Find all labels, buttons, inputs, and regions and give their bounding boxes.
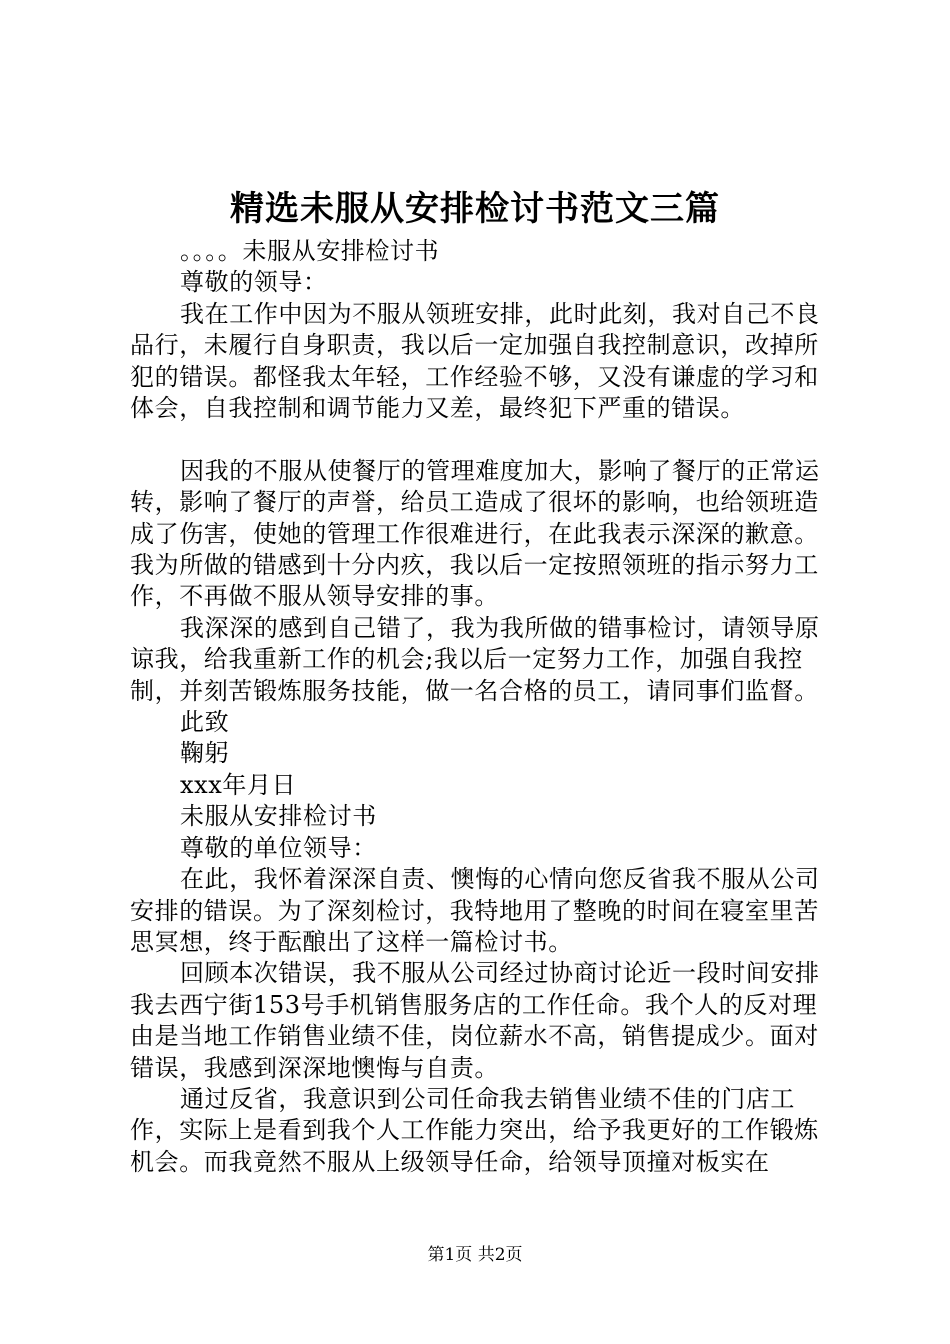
signature-date: xxx年月日 [180, 770, 297, 799]
page-number: 第1页 共2页 [427, 1245, 523, 1265]
closing-salute: 此致 [180, 708, 230, 737]
paragraph-2: 因我的不服从使餐厅的管理难度加大，影响了餐厅的正常运转，影响了餐厅的声誉，给员工造成了很坏的影响，也给领班造成了伤害，使她的管理工作很难进行，在此我表示深深的歉意。我为所做的错感到十分内疚，我以后一定按照领班的指示努力工作，不再做不服从领导安排的事。 [130, 456, 820, 611]
paragraph-1: 我在工作中因为不服从领班安排，此时此刻，我对自己不良品行，未履行自身职责，我以后一定加强自我控制意识，改掉所犯的错误。都怪我太年轻，工作经验不够，又没有谦虚的学习和体会，自我控制和调节能力又差，最终犯下严重的错误。 [130, 299, 820, 423]
paragraph-gap [130, 424, 830, 455]
paragraph-4: 在此，我怀着深深自责、懊悔的心情向您反省我不服从公司安排的错误。为了深刻检讨，我特地用了整晚的时间在寝室里苦思冥想，终于酝酿出了这样一篇检讨书。 [130, 865, 820, 956]
closing-bow: 鞠躬 [180, 739, 230, 768]
section-heading-1: 。。。。未服从安排检讨书 [180, 237, 440, 265]
section-heading-2: 未服从安排检讨书 [180, 802, 377, 831]
paragraph-5: 回顾本次错误，我不服从公司经过协商讨论近一段时间安排我去西宁街153号手机销售服务店的工作任命。我个人的反对理由是当地工作销售业绩不佳，岗位薪水不高，销售提成少。面对错误，我感到深深地懊悔与自责。 [130, 959, 820, 1082]
paragraph-3: 我深深的感到自己错了，我为我所做的错事检讨，请领导原谅我，给我重新工作的机会;我以后一定努力工作，加强自我控制，并刻苦锻炼服务技能，做一名合格的员工，请同事们监督。 [130, 613, 820, 705]
document-title: 精选未服从安排检讨书范文三篇 [230, 189, 720, 229]
document-body [130, 236, 830, 1178]
paragraph-6: 通过反省，我意识到公司任命我去销售业绩不佳的门店工作，实际上是看到我个人工作能力突出，给予我更好的工作锻炼机会。而我竟然不服从上级领导任命，给领导顶撞对板实在 [130, 1084, 819, 1176]
salutation-2: 尊敬的单位领导： [180, 833, 377, 862]
salutation-1: 尊敬的领导： [180, 268, 328, 297]
